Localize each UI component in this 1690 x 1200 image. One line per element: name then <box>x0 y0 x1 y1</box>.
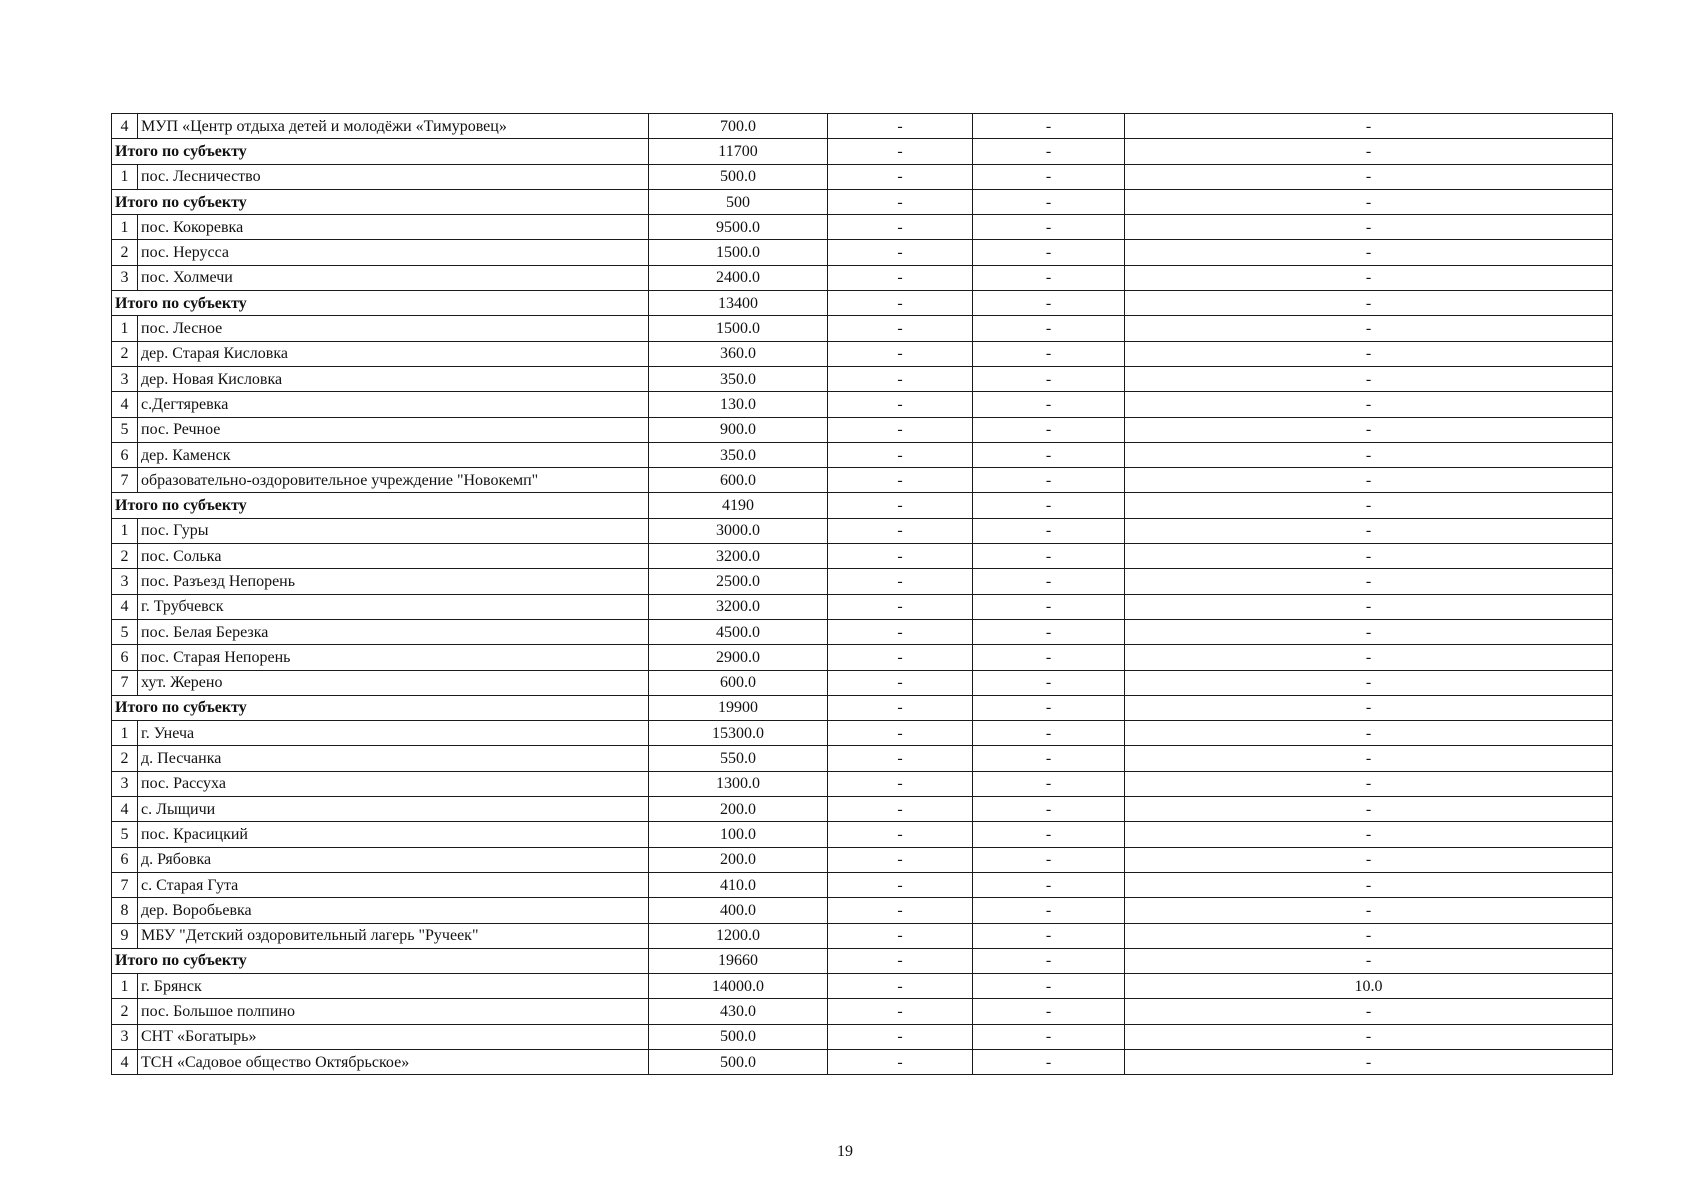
table-row <box>112 164 1613 189</box>
row-number-cell: 4 <box>112 797 138 822</box>
table-row <box>112 366 1613 391</box>
value-cell: - <box>973 189 1125 214</box>
location-name-cell: с.Дегтяревка <box>138 392 649 417</box>
value-cell: - <box>1125 569 1613 594</box>
row-number-cell: 5 <box>112 417 138 442</box>
value-cell: - <box>828 847 973 872</box>
value-cell: 4500.0 <box>649 619 828 644</box>
value-cell: - <box>828 670 973 695</box>
row-number-cell: 2 <box>112 999 138 1024</box>
value-cell: - <box>828 1049 973 1074</box>
location-name-cell: д. Песчанка <box>138 746 649 771</box>
value-cell: 13400 <box>649 291 828 316</box>
value-cell: 3200.0 <box>649 544 828 569</box>
location-name-cell: пос. Кокоревка <box>138 215 649 240</box>
value-cell: 2900.0 <box>649 645 828 670</box>
location-name-cell: образовательно-оздоровительное учреждение "Новокемп" <box>138 468 649 493</box>
table-row <box>112 923 1613 948</box>
value-cell: - <box>1125 164 1613 189</box>
table-row <box>112 645 1613 670</box>
value-cell: - <box>1125 619 1613 644</box>
value-cell: 500.0 <box>649 1049 828 1074</box>
subtotal-row <box>112 291 1613 316</box>
value-cell: - <box>1125 746 1613 771</box>
value-cell: 500.0 <box>649 1024 828 1049</box>
row-number-cell: 3 <box>112 265 138 290</box>
value-cell: 900.0 <box>649 417 828 442</box>
row-number-cell: 3 <box>112 569 138 594</box>
location-name-cell: г. Брянск <box>138 974 649 999</box>
value-cell: - <box>828 189 973 214</box>
table-row <box>112 721 1613 746</box>
value-cell: - <box>828 619 973 644</box>
value-cell: - <box>828 797 973 822</box>
value-cell: 1500.0 <box>649 316 828 341</box>
location-name-cell: хут. Жерено <box>138 670 649 695</box>
value-cell: - <box>1125 442 1613 467</box>
table-row <box>112 442 1613 467</box>
value-cell: - <box>828 721 973 746</box>
location-name-cell: с. Лыщичи <box>138 797 649 822</box>
value-cell: - <box>1125 898 1613 923</box>
value-cell: 1500.0 <box>649 240 828 265</box>
table-row <box>112 746 1613 771</box>
value-cell: 600.0 <box>649 468 828 493</box>
row-number-cell: 2 <box>112 341 138 366</box>
value-cell: - <box>973 468 1125 493</box>
value-cell: 430.0 <box>649 999 828 1024</box>
row-number-cell: 2 <box>112 240 138 265</box>
row-number-cell: 7 <box>112 670 138 695</box>
value-cell: - <box>1125 822 1613 847</box>
value-cell: 200.0 <box>649 847 828 872</box>
value-cell: - <box>1125 417 1613 442</box>
value-cell: - <box>828 291 973 316</box>
location-name-cell: МБУ "Детский оздоровительный лагерь "Ручеек" <box>138 923 649 948</box>
subtotal-row <box>112 695 1613 720</box>
value-cell: - <box>828 442 973 467</box>
location-name-cell: пос. Речное <box>138 417 649 442</box>
location-name-cell: пос. Большое полпино <box>138 999 649 1024</box>
value-cell: 3200.0 <box>649 594 828 619</box>
table-row <box>112 569 1613 594</box>
location-name-cell: пос. Холмечи <box>138 265 649 290</box>
row-number-cell: 4 <box>112 114 138 139</box>
value-cell: - <box>973 999 1125 1024</box>
row-number-cell: 1 <box>112 721 138 746</box>
value-cell: 1200.0 <box>649 923 828 948</box>
value-cell: - <box>828 240 973 265</box>
value-cell: - <box>1125 240 1613 265</box>
value-cell: - <box>973 898 1125 923</box>
value-cell: - <box>828 948 973 973</box>
value-cell: - <box>828 569 973 594</box>
value-cell: 14000.0 <box>649 974 828 999</box>
value-cell: - <box>1125 291 1613 316</box>
row-number-cell: 3 <box>112 771 138 796</box>
data-table <box>111 113 1613 1075</box>
table-row <box>112 240 1613 265</box>
row-number-cell: 1 <box>112 974 138 999</box>
table-row <box>112 417 1613 442</box>
table-row <box>112 265 1613 290</box>
value-cell: - <box>973 695 1125 720</box>
value-cell: 400.0 <box>649 898 828 923</box>
value-cell: - <box>828 999 973 1024</box>
row-number-cell: 1 <box>112 518 138 543</box>
table-row <box>112 341 1613 366</box>
value-cell: - <box>828 493 973 518</box>
value-cell: - <box>973 746 1125 771</box>
value-cell: 9500.0 <box>649 215 828 240</box>
value-cell: - <box>973 366 1125 391</box>
table-row <box>112 1024 1613 1049</box>
value-cell: - <box>973 164 1125 189</box>
table-row <box>112 797 1613 822</box>
table-row <box>112 872 1613 897</box>
location-name-cell: пос. Рассуха <box>138 771 649 796</box>
value-cell: - <box>828 468 973 493</box>
value-cell: - <box>1125 114 1613 139</box>
value-cell: - <box>973 771 1125 796</box>
value-cell: - <box>973 417 1125 442</box>
value-cell: - <box>828 594 973 619</box>
value-cell: 360.0 <box>649 341 828 366</box>
value-cell: - <box>973 518 1125 543</box>
value-cell: - <box>1125 999 1613 1024</box>
value-cell: - <box>1125 1024 1613 1049</box>
value-cell: 100.0 <box>649 822 828 847</box>
table-row <box>112 468 1613 493</box>
table-row <box>112 518 1613 543</box>
value-cell: - <box>1125 721 1613 746</box>
location-name-cell: дер. Воробьевка <box>138 898 649 923</box>
value-cell: 3000.0 <box>649 518 828 543</box>
value-cell: - <box>828 898 973 923</box>
row-number-cell: 4 <box>112 392 138 417</box>
value-cell: - <box>1125 215 1613 240</box>
table-row <box>112 392 1613 417</box>
row-number-cell: 7 <box>112 872 138 897</box>
value-cell: - <box>828 392 973 417</box>
value-cell: 500.0 <box>649 164 828 189</box>
table-row <box>112 594 1613 619</box>
value-cell: - <box>1125 948 1613 973</box>
value-cell: - <box>828 366 973 391</box>
value-cell: 350.0 <box>649 366 828 391</box>
value-cell: - <box>973 291 1125 316</box>
value-cell: - <box>973 619 1125 644</box>
table-row <box>112 544 1613 569</box>
value-cell: 10.0 <box>1125 974 1613 999</box>
location-name-cell: дер. Старая Кисловка <box>138 341 649 366</box>
row-number-cell: 6 <box>112 442 138 467</box>
table-row <box>112 822 1613 847</box>
value-cell: 500 <box>649 189 828 214</box>
value-cell: - <box>1125 670 1613 695</box>
value-cell: - <box>1125 139 1613 164</box>
value-cell: - <box>973 493 1125 518</box>
value-cell: - <box>973 392 1125 417</box>
value-cell: 19900 <box>649 695 828 720</box>
value-cell: - <box>828 974 973 999</box>
value-cell: - <box>973 569 1125 594</box>
value-cell: 2400.0 <box>649 265 828 290</box>
row-number-cell: 3 <box>112 366 138 391</box>
value-cell: - <box>1125 923 1613 948</box>
value-cell: - <box>1125 265 1613 290</box>
value-cell: - <box>973 872 1125 897</box>
table-row <box>112 619 1613 644</box>
value-cell: 200.0 <box>649 797 828 822</box>
row-number-cell: 4 <box>112 1049 138 1074</box>
value-cell: - <box>973 822 1125 847</box>
value-cell: - <box>828 164 973 189</box>
subtotal-label: Итого по субъекту <box>112 493 649 518</box>
location-name-cell: дер. Каменск <box>138 442 649 467</box>
value-cell: - <box>1125 771 1613 796</box>
value-cell: - <box>1125 468 1613 493</box>
subtotal-row <box>112 948 1613 973</box>
subtotal-row <box>112 189 1613 214</box>
value-cell: - <box>973 1049 1125 1074</box>
location-name-cell: д. Рябовка <box>138 847 649 872</box>
table-body <box>112 114 1613 1075</box>
row-number-cell: 6 <box>112 645 138 670</box>
table-row <box>112 215 1613 240</box>
row-number-cell: 9 <box>112 923 138 948</box>
location-name-cell: пос. Старая Непорень <box>138 645 649 670</box>
subtotal-row <box>112 139 1613 164</box>
location-name-cell: с. Старая Гута <box>138 872 649 897</box>
value-cell: 130.0 <box>649 392 828 417</box>
value-cell: - <box>828 139 973 164</box>
table-row <box>112 771 1613 796</box>
table-row <box>112 114 1613 139</box>
location-name-cell: пос. Лесное <box>138 316 649 341</box>
location-name-cell: СНТ «Богатырь» <box>138 1024 649 1049</box>
value-cell: - <box>1125 518 1613 543</box>
value-cell: - <box>973 240 1125 265</box>
subtotal-label: Итого по субъекту <box>112 291 649 316</box>
subtotal-label: Итого по субъекту <box>112 189 649 214</box>
page-number: 19 <box>837 1143 853 1160</box>
value-cell: - <box>973 645 1125 670</box>
value-cell: 410.0 <box>649 872 828 897</box>
value-cell: - <box>828 771 973 796</box>
subtotal-label: Итого по субъекту <box>112 139 649 164</box>
value-cell: - <box>828 518 973 543</box>
value-cell: - <box>828 872 973 897</box>
row-number-cell: 6 <box>112 847 138 872</box>
value-cell: - <box>1125 189 1613 214</box>
value-cell: - <box>828 822 973 847</box>
value-cell: - <box>1125 872 1613 897</box>
value-cell: - <box>973 139 1125 164</box>
table-row <box>112 898 1613 923</box>
value-cell: - <box>973 670 1125 695</box>
value-cell: 350.0 <box>649 442 828 467</box>
value-cell: - <box>1125 493 1613 518</box>
value-cell: - <box>1125 797 1613 822</box>
location-name-cell: пос. Белая Березка <box>138 619 649 644</box>
value-cell: - <box>973 797 1125 822</box>
value-cell: 700.0 <box>649 114 828 139</box>
location-name-cell: г. Трубчевск <box>138 594 649 619</box>
value-cell: - <box>1125 341 1613 366</box>
value-cell: - <box>828 695 973 720</box>
table-row <box>112 974 1613 999</box>
value-cell: 11700 <box>649 139 828 164</box>
location-name-cell: ТСН «Садовое общество Октябрьское» <box>138 1049 649 1074</box>
value-cell: - <box>973 316 1125 341</box>
value-cell: 2500.0 <box>649 569 828 594</box>
subtotal-label: Итого по субъекту <box>112 695 649 720</box>
value-cell: - <box>973 923 1125 948</box>
row-number-cell: 5 <box>112 619 138 644</box>
subtotal-label: Итого по субъекту <box>112 948 649 973</box>
row-number-cell: 1 <box>112 215 138 240</box>
value-cell: 15300.0 <box>649 721 828 746</box>
value-cell: - <box>973 442 1125 467</box>
row-number-cell: 7 <box>112 468 138 493</box>
value-cell: 1300.0 <box>649 771 828 796</box>
location-name-cell: пос. Солька <box>138 544 649 569</box>
value-cell: 4190 <box>649 493 828 518</box>
value-cell: - <box>1125 695 1613 720</box>
value-cell: - <box>973 265 1125 290</box>
value-cell: - <box>828 417 973 442</box>
value-cell: - <box>1125 392 1613 417</box>
value-cell: - <box>973 544 1125 569</box>
value-cell: - <box>973 948 1125 973</box>
table-row <box>112 999 1613 1024</box>
location-name-cell: дер. Новая Кисловка <box>138 366 649 391</box>
table-row <box>112 1049 1613 1074</box>
value-cell: - <box>1125 645 1613 670</box>
table-row <box>112 847 1613 872</box>
value-cell: 550.0 <box>649 746 828 771</box>
value-cell: - <box>1125 594 1613 619</box>
value-cell: - <box>828 1024 973 1049</box>
value-cell: 600.0 <box>649 670 828 695</box>
row-number-cell: 1 <box>112 164 138 189</box>
value-cell: - <box>973 721 1125 746</box>
value-cell: - <box>1125 544 1613 569</box>
row-number-cell: 3 <box>112 1024 138 1049</box>
value-cell: - <box>828 114 973 139</box>
value-cell: - <box>828 746 973 771</box>
value-cell: - <box>973 215 1125 240</box>
value-cell: - <box>1125 366 1613 391</box>
value-cell: - <box>973 847 1125 872</box>
location-name-cell: МУП «Центр отдыха детей и молодёжи «Тимуровец» <box>138 114 649 139</box>
value-cell: - <box>828 341 973 366</box>
value-cell: 19660 <box>649 948 828 973</box>
value-cell: - <box>828 316 973 341</box>
row-number-cell: 2 <box>112 746 138 771</box>
value-cell: - <box>973 594 1125 619</box>
location-name-cell: пос. Лесничество <box>138 164 649 189</box>
value-cell: - <box>973 1024 1125 1049</box>
row-number-cell: 2 <box>112 544 138 569</box>
value-cell: - <box>1125 316 1613 341</box>
location-name-cell: пос. Красицкий <box>138 822 649 847</box>
location-name-cell: г. Унеча <box>138 721 649 746</box>
table-row <box>112 316 1613 341</box>
value-cell: - <box>1125 1049 1613 1074</box>
row-number-cell: 8 <box>112 898 138 923</box>
value-cell: - <box>828 544 973 569</box>
location-name-cell: пос. Разъезд Непорень <box>138 569 649 594</box>
row-number-cell: 4 <box>112 594 138 619</box>
value-cell: - <box>828 215 973 240</box>
value-cell: - <box>828 923 973 948</box>
value-cell: - <box>828 265 973 290</box>
value-cell: - <box>973 341 1125 366</box>
location-name-cell: пос. Гуры <box>138 518 649 543</box>
value-cell: - <box>828 645 973 670</box>
value-cell: - <box>973 114 1125 139</box>
subtotal-row <box>112 493 1613 518</box>
location-name-cell: пос. Нерусса <box>138 240 649 265</box>
value-cell: - <box>973 974 1125 999</box>
table-row <box>112 670 1613 695</box>
row-number-cell: 1 <box>112 316 138 341</box>
row-number-cell: 5 <box>112 822 138 847</box>
value-cell: - <box>1125 847 1613 872</box>
